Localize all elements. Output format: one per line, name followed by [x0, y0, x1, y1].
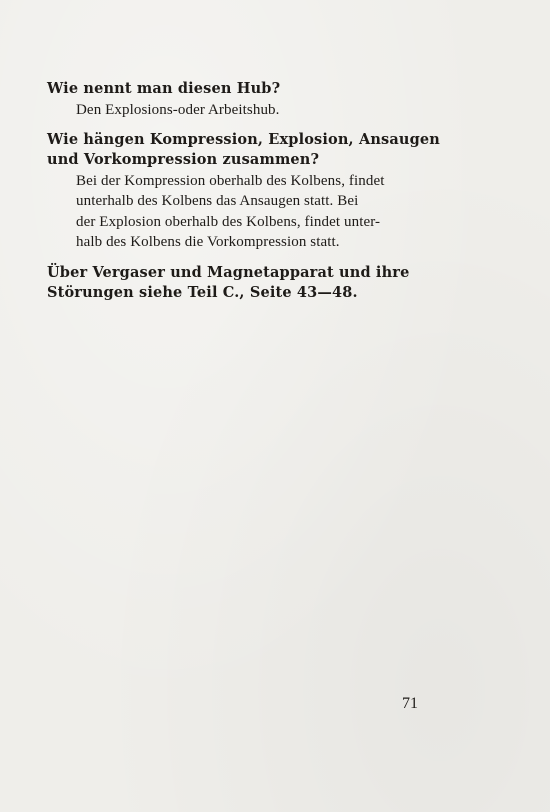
qa-block-1: [47, 79, 427, 121]
answer-line: Bei der Kompression oberhalb des Kolbens, findet: [76, 172, 385, 189]
question-line: Wie hängen Kompression, Explosion, Ansaugen: [47, 130, 440, 148]
page-number: 71: [402, 695, 418, 712]
question-line: und Vorkompression zusammen?: [47, 150, 320, 168]
question-heading: [47, 130, 440, 170]
page-content: [47, 79, 440, 303]
answer-text: [76, 171, 427, 253]
answer-line: Den Explosions‑oder Arbeitshub.: [76, 102, 280, 118]
answer-line: der Explosion oberhalb des Kolbens, findet unter-: [76, 213, 381, 230]
qa-block-2: [47, 130, 440, 253]
answer-line: unterhalb des Kolbens das Ansaugen statt. Bei: [76, 193, 359, 209]
answer-line: halb des Kolbens die Vorkompression statt.: [76, 234, 340, 250]
closing-note-line: Über Vergaser und Magnetapparat und ihre: [47, 263, 410, 281]
question-heading: [47, 79, 427, 99]
closing-note-line: Störungen siehe Teil C., Seite 43—48.: [47, 283, 358, 301]
answer-text: [76, 100, 427, 121]
closing-note: [47, 263, 427, 303]
question-line: Wie nennt man diesen Hub?: [47, 80, 281, 97]
